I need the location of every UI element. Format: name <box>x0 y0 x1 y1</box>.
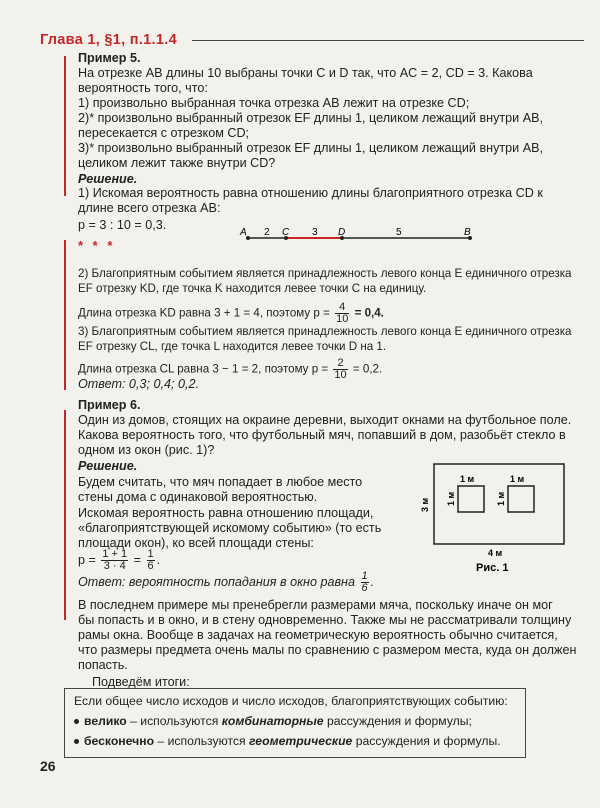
example6-problem-line: одном из окон (рис. 1)? <box>78 443 215 457</box>
summary-item <box>74 714 472 729</box>
example5-solution-line: длине всего отрезка AB: <box>78 201 221 215</box>
example6-problem-line: Какова вероятность того, что футбольный мяч, попавший в дом, разобьёт стекло в <box>78 428 566 442</box>
wall-height-label: 3 м <box>420 497 430 512</box>
example6-solution-line: Будем считать, что мяч попадает в любое место <box>78 475 363 489</box>
remark-line: бы попасть и в окно, и в стену одновременно. Также мы не рассматривали толщину <box>78 613 572 627</box>
length-ac: 2 <box>264 227 270 238</box>
summary-text: рассуждения и формулы. <box>352 734 501 748</box>
section-stars: * * * <box>78 238 116 253</box>
formula-den-2: 6 <box>147 560 154 573</box>
part3-num: 2 <box>333 358 347 370</box>
length-cd: 3 <box>312 227 318 238</box>
example5-problem-line: пересекается с отрезком CD; <box>78 126 250 140</box>
example6-problem-line: Один из домов, стоящих на окраине деревни, выходит окнами на футбольное поле. <box>78 413 572 427</box>
example5-title: Пример 5. <box>78 51 141 65</box>
example6-answer <box>78 568 374 596</box>
bullet-icon <box>74 719 79 724</box>
example5-problem-line: вероятность того, что: <box>78 81 208 95</box>
part3-fraction <box>333 358 347 381</box>
part3-line: 3) Благоприятным событием является принадлежность левого конца E единичного отрезка <box>78 325 572 338</box>
formula-num-1: 1 + 1 <box>102 548 128 561</box>
length-db: 5 <box>396 227 402 238</box>
label-c: C <box>282 227 290 238</box>
example6-solution-line: Искомая вероятность равна отношению площади, <box>78 506 374 520</box>
summary-text: – используются <box>126 714 222 728</box>
bullet-icon <box>74 739 79 744</box>
remark-line: попасть. <box>78 658 128 672</box>
example5-formula: p = 3 : 10 = 0,3. <box>78 218 167 232</box>
example6-solution-line: «благоприятствующей искомому событию» (то есть <box>78 521 382 535</box>
example5-problem-line: На отрезке AB длины 10 выбраны точки C и D так, что AC = 2, CD = 3. Какова <box>78 66 533 80</box>
answer-den: 6 <box>361 582 368 595</box>
summary-intro: Подведём итоги: <box>92 675 190 689</box>
label-b: B <box>464 227 471 238</box>
example6-title: Пример 6. <box>78 398 141 412</box>
part2-calc-text: Длина отрезка KD равна 3 + 1 = 4, поэтому p = <box>78 306 330 320</box>
example5-problem-line: 2)* произвольно выбранный отрезок EF длины 1, целиком лежащий внутри AB, <box>78 111 544 125</box>
figure-caption: Рис. 1 <box>476 562 509 574</box>
part2-calc <box>78 302 384 325</box>
summary-title: Если общее число исходов и число исходов, благоприятствующих событию: <box>74 694 508 708</box>
part3-den: 10 <box>334 369 347 381</box>
example5-problem-line: целиком лежит также внутри CD? <box>78 156 276 170</box>
example6-solution-label: Решение. <box>78 459 138 473</box>
window-left-height: 1 м <box>446 491 456 506</box>
formula-lhs: p = <box>78 553 96 567</box>
formula-end: . <box>156 553 161 567</box>
chapter-header: Глава 1, §1, п.1.1.4 <box>40 32 177 48</box>
summary-key: велико <box>84 714 127 728</box>
wall-width-label: 4 м <box>488 548 503 558</box>
page-number: 26 <box>40 758 56 774</box>
answer-fraction <box>361 571 369 594</box>
example6-solution-line: площади окон), ко всей площади стены: <box>78 536 314 550</box>
answer-num: 1 <box>361 570 368 583</box>
part2-result: = 0,4. <box>354 306 384 320</box>
window-right-height: 1 м <box>496 491 506 506</box>
example5-problem-line: 3)* произвольно выбранный отрезок EF длины 1, целиком лежащий внутри AB, <box>78 141 544 155</box>
segment-diagram <box>236 224 476 250</box>
wall-figure <box>412 456 572 574</box>
summary-key: бесконечно <box>84 734 155 748</box>
formula-num-2: 1 <box>147 548 154 561</box>
remark-line: В последнем примере мы пренебрегли размерами мяча, поскольку иначе он мог <box>78 598 553 612</box>
window-right <box>508 486 534 512</box>
summary-item <box>74 734 501 749</box>
summary-emph: геометрические <box>249 734 353 748</box>
header-rule <box>192 40 584 41</box>
label-d: D <box>338 227 346 238</box>
part2-fraction <box>335 302 349 325</box>
part2-num: 4 <box>335 302 349 314</box>
margin-line <box>64 410 66 620</box>
example5-solution-line: 1) Искомая вероятность равна отношению длины благоприятного отрезка CD к <box>78 186 543 200</box>
part3-calc-text: Длина отрезка CL равна 3 − 1 = 2, поэтому p = <box>78 362 329 376</box>
remark-line: рамы окна. Вообще в задачах на геометрическую вероятность обычно считается, <box>78 628 558 642</box>
answer-end: . <box>370 575 375 589</box>
formula-den-1: 3 · 4 <box>103 560 126 573</box>
part3-result: = 0,2. <box>352 362 383 376</box>
window-right-width: 1 м <box>510 474 525 484</box>
example5-answer: Ответ: 0,3; 0,4; 0,2. <box>78 377 199 391</box>
answer-text: Ответ: вероятность попадания в окно равна <box>78 575 355 589</box>
example5-problem-line: 1) произвольно выбранная точка отрезка AB лежит на отрезке CD; <box>78 96 470 110</box>
example5-solution-label: Решение. <box>78 172 138 186</box>
part2-line: 2) Благоприятным событием является принадлежность левого конца E единичного отрезка <box>78 267 572 280</box>
part3-line: EF отрезку CL, где точка L находится левее точки D на 1. <box>78 340 387 353</box>
remark-line: что размеры предмета очень малы по сравнению с размером места, куда он должен <box>78 643 577 657</box>
margin-line <box>64 240 66 390</box>
summary-emph: комбинаторные <box>221 714 324 728</box>
formula-eq: = <box>133 553 141 567</box>
part2-line: EF отрезку KD, где точка K находится левее точки C на единицу. <box>78 282 427 295</box>
label-a: A <box>240 227 247 238</box>
part2-den: 10 <box>336 313 349 325</box>
summary-text: рассуждения и формулы; <box>323 714 472 728</box>
example6-solution-line: стены дома с одинаковой вероятностью. <box>78 490 318 504</box>
window-left-width: 1 м <box>460 474 475 484</box>
window-left <box>458 486 484 512</box>
margin-line <box>64 56 66 196</box>
summary-text: – используются <box>154 734 249 748</box>
